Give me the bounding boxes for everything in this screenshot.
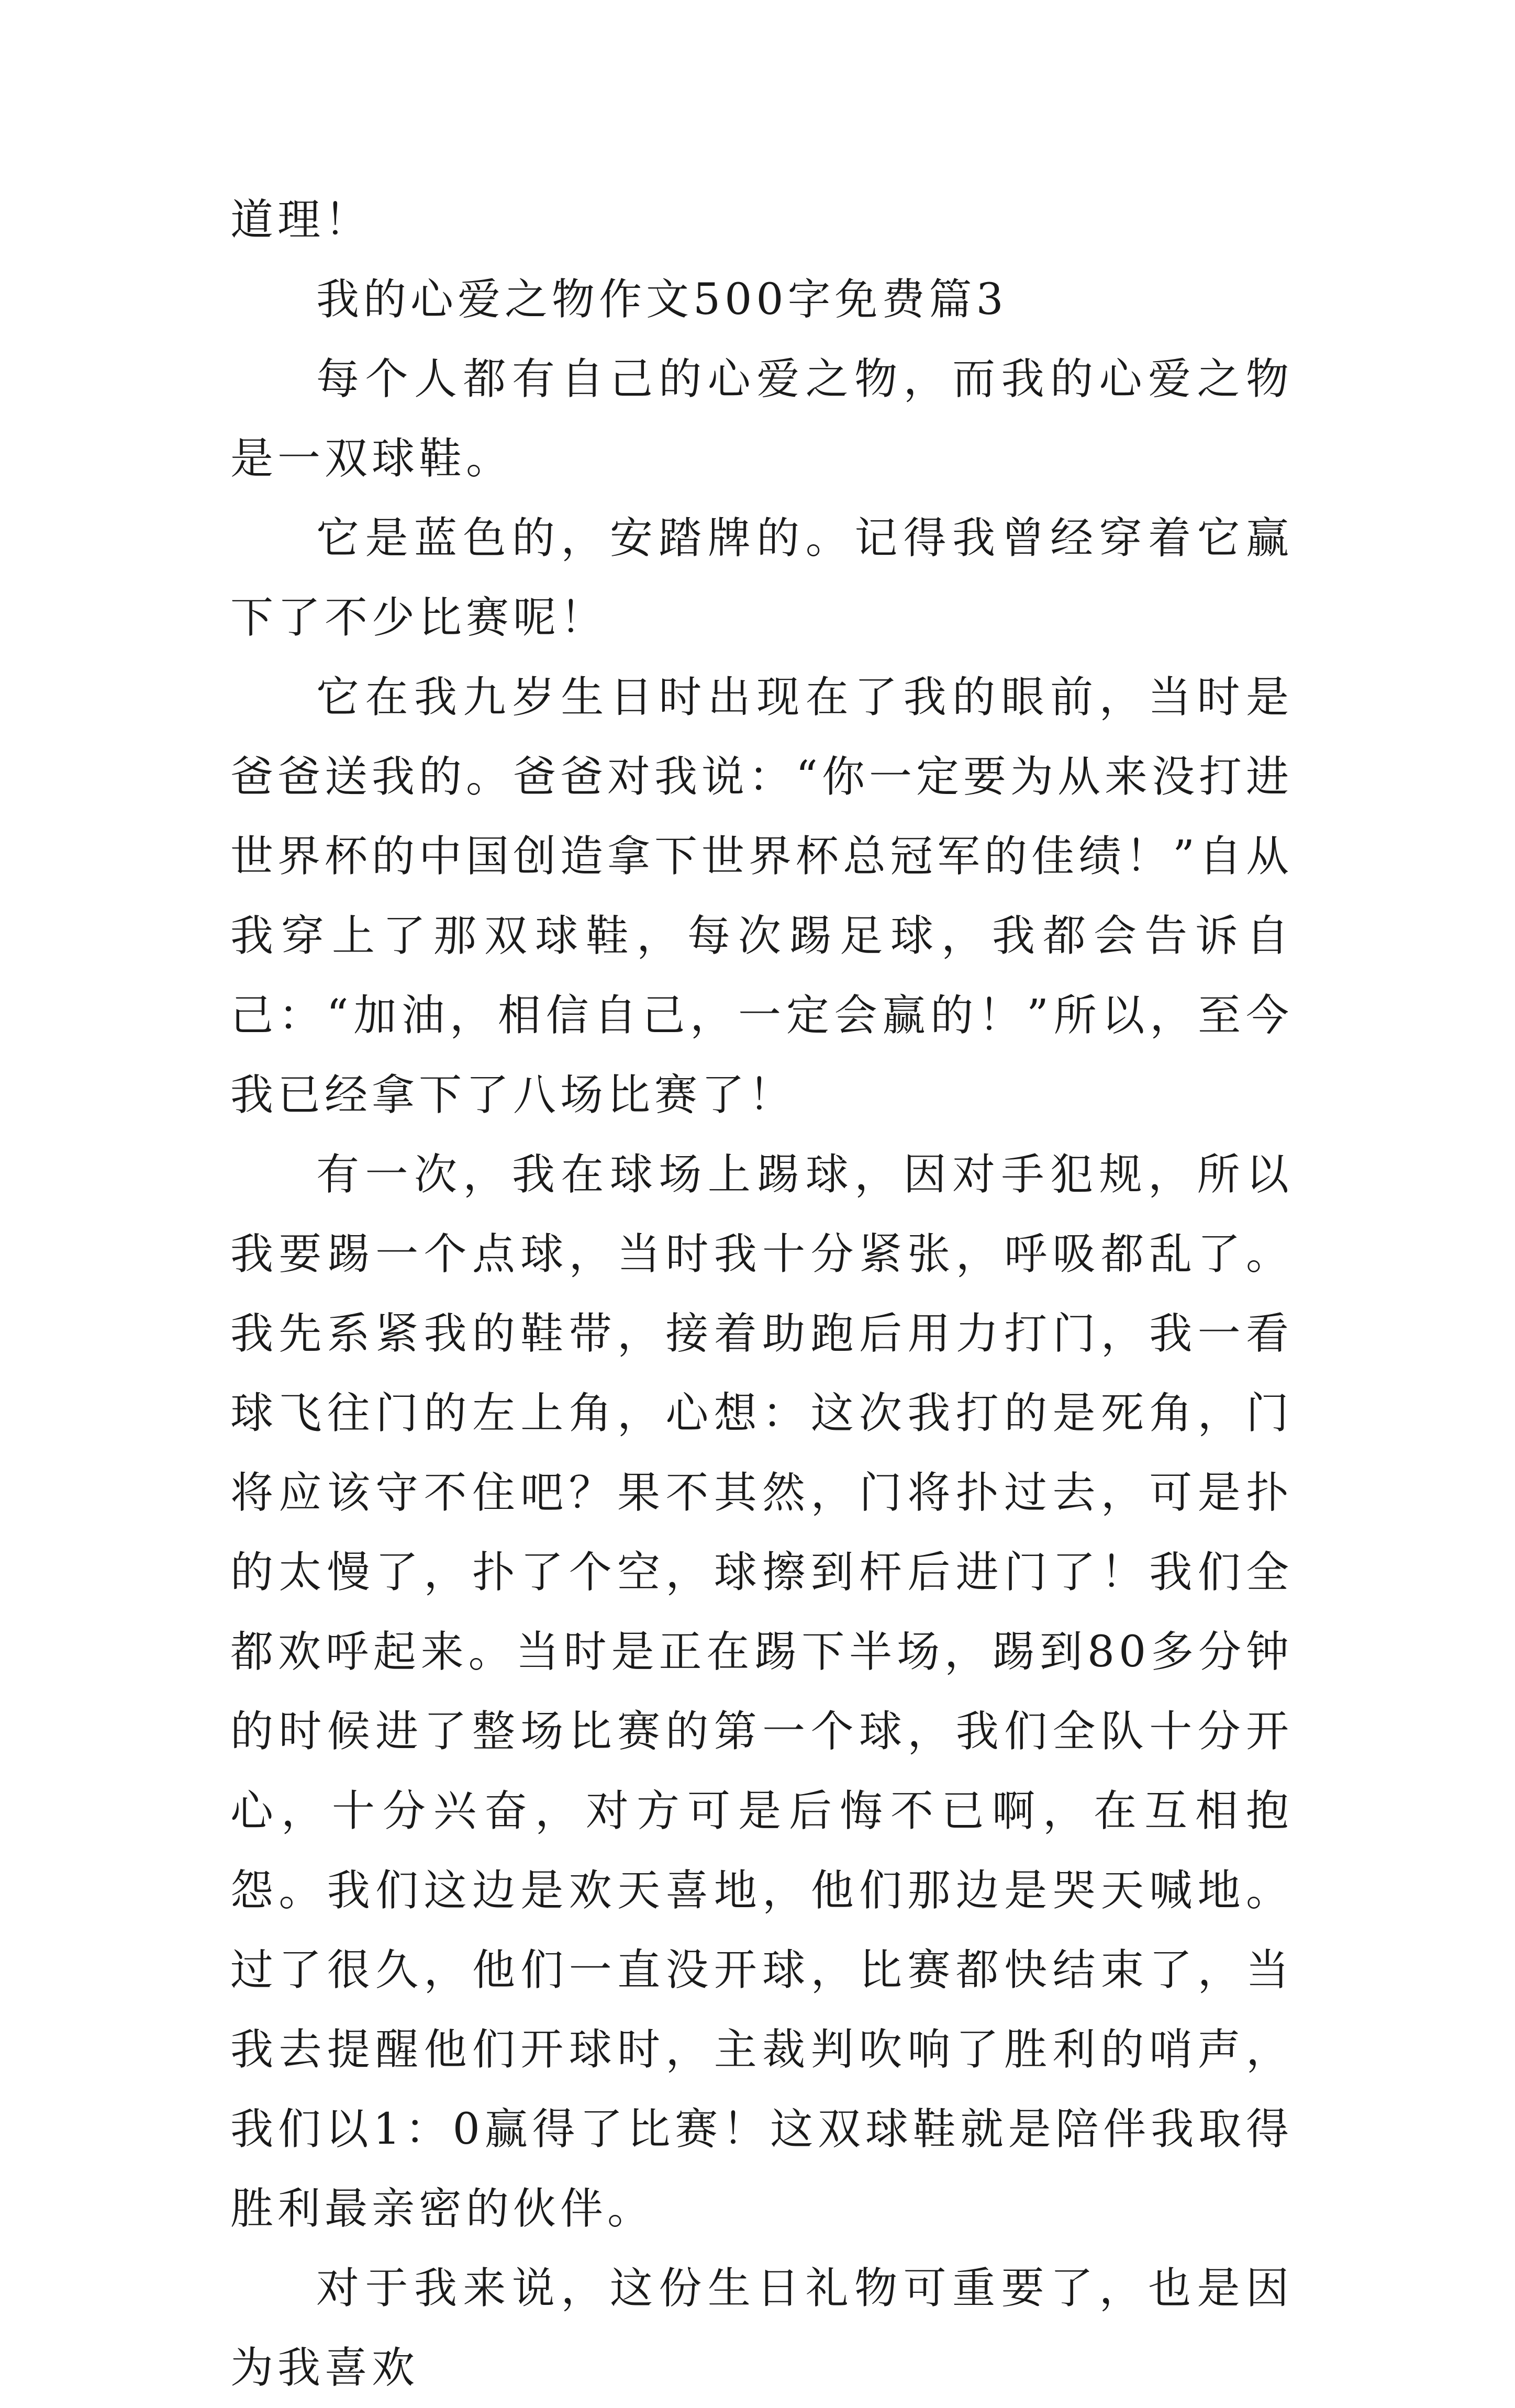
- section-heading: 我的心爱之物作文500字免费篇3: [316, 275, 1008, 324]
- paragraph: 有一次，我在球场上踢球，因对手犯规，所以我要踢一个点球，当时我十分紧张，呼吸都乱了。我先系紧我的鞋带，接着助跑后用力打门，我一看球飞往门的左上角，心想：这次我打的是死角，门将应该守不住吧？果不其然，门将扑过去，可是扑的太慢了，扑了个空，球擦到杆后进门了！我们全都欢呼起来。当时是正在踢下半场，踢到80多分钟的时候进了整场比赛的第一个球，我们全队十分开心，十分兴奋，对方可是后悔不已啊，在互相抱怨。我们这边是欢天喜地，他们那边是哭天喊地。过了很久，他们一直没开球，比赛都快结束了，当我去提醒他们开球时，主裁判吹响了胜利的哨声，我们以1：0赢得了比赛！这双球鞋就是陪伴我取得胜利最亲密的伙伴。: [230, 1150, 1293, 2234]
- paragraph-continuation: 道理！: [230, 195, 372, 245]
- paragraph: 它是蓝色的，安踏牌的。记得我曾经穿着它赢下了不少比赛呢！: [230, 513, 1293, 643]
- paragraph: 对于我来说，这份生日礼物可重要了，也是因为我喜欢: [230, 2264, 1293, 2393]
- paragraph: 每个人都有自己的心爱之物，而我的心爱之物是一双球鞋。: [230, 354, 1293, 484]
- paragraph: 它在我九岁生日时出现在了我的眼前，当时是爸爸送我的。爸爸对我说：“你一定要为从来没打进世界杯的中国创造拿下世界杯总冠军的佳绩！”自从我穿上了那双球鞋，每次踢足球，我都会告诉自己：“加油，相信自己，一定会赢的！”所以，至今我已经拿下了八场比赛了！: [230, 673, 1293, 1120]
- essay-body: [230, 181, 1293, 2408]
